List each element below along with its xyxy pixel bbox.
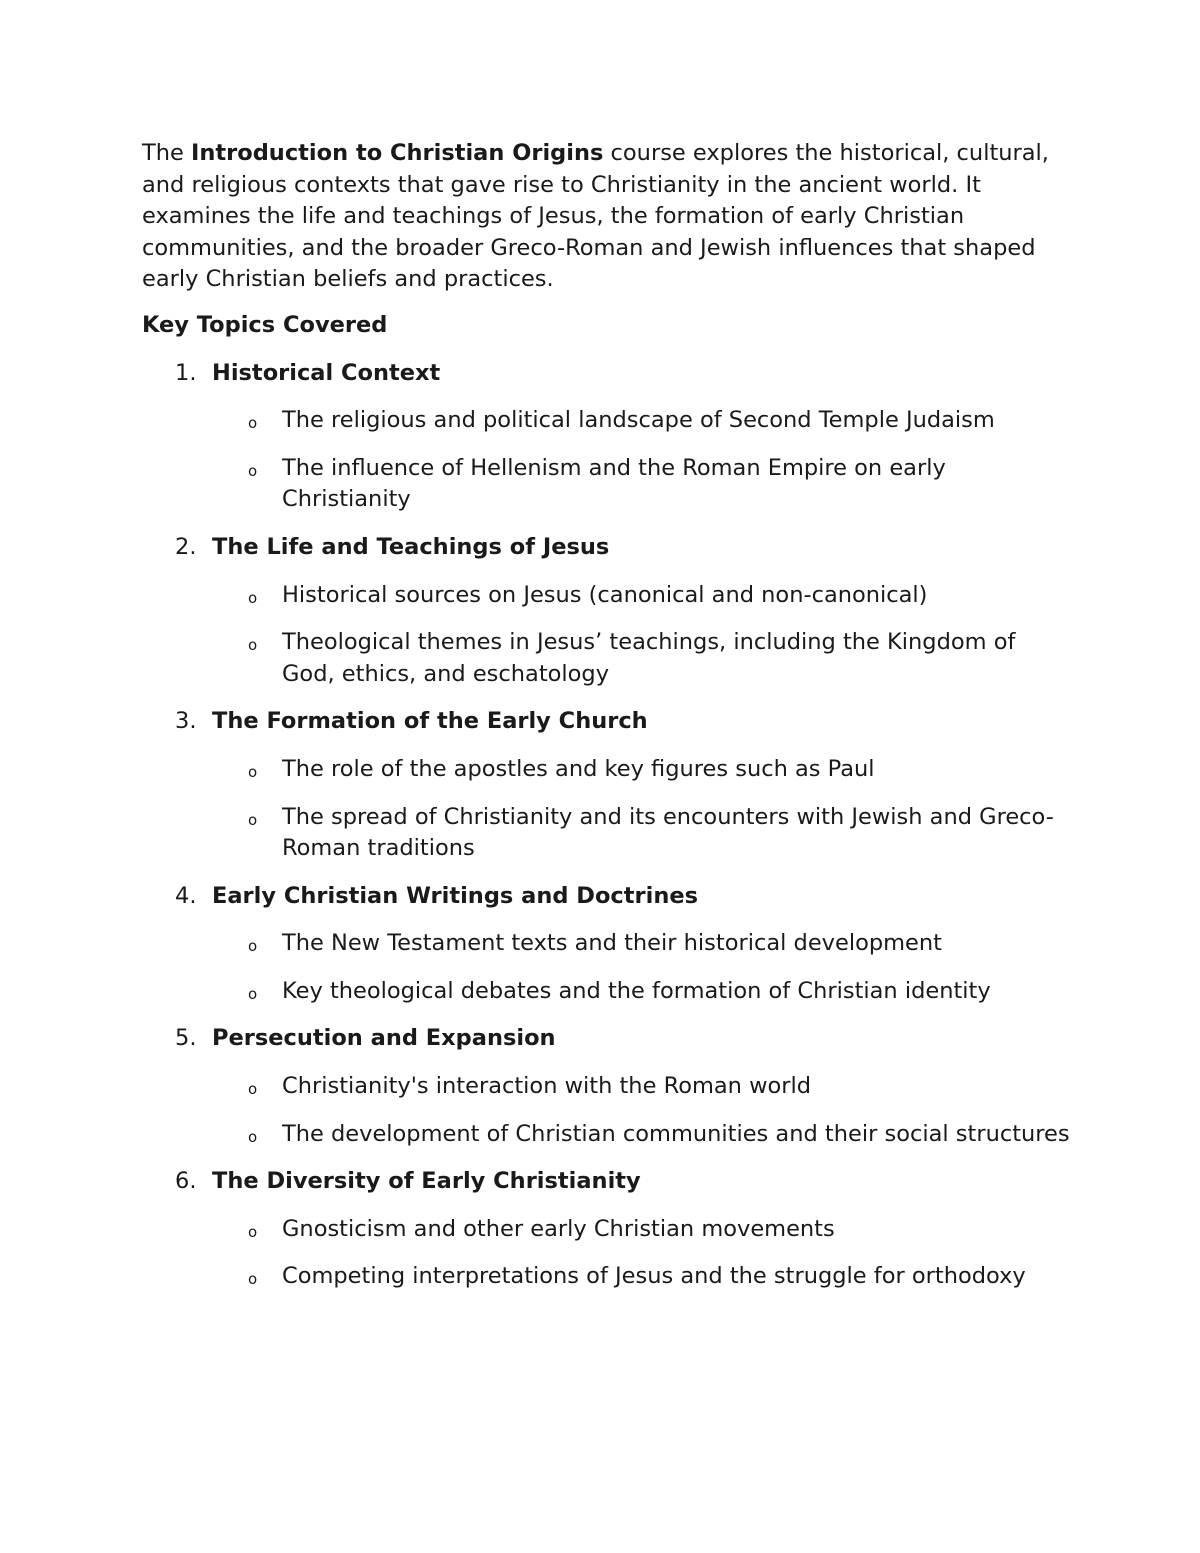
topic-heading (142, 358, 1072, 390)
topic-title: Historical Context (212, 359, 441, 386)
subtopic-list (142, 754, 1072, 865)
subtopic-item (142, 928, 1072, 960)
subtopic-item (142, 1119, 1072, 1151)
bullet-icon: o (248, 810, 258, 829)
topic-title: The Diversity of Early Christianity (212, 1168, 641, 1195)
subtopic-text: Historical sources on Jesus (canonical and non-canonical) (282, 581, 928, 608)
topic-title: The Formation of the Early Church (212, 708, 648, 735)
subtopic-list (142, 928, 1072, 1007)
bullet-icon: o (248, 984, 258, 1003)
topic-title: The Life and Teachings of Jesus (212, 533, 610, 560)
subtopic-item (142, 627, 1072, 690)
subtopic-item (142, 580, 1072, 612)
bullet-icon: o (248, 414, 258, 433)
topic-heading (142, 1166, 1072, 1198)
topic-number: 2. (175, 533, 197, 560)
topic-item (142, 706, 1072, 864)
topic-item (142, 1166, 1072, 1293)
topic-heading (142, 532, 1072, 564)
subtopic-item (142, 1214, 1072, 1246)
subtopic-text: Competing interpretations of Jesus and the struggle for orthodoxy (282, 1263, 1026, 1290)
subtopic-text: The New Testament texts and their historical development (282, 930, 942, 957)
subtopic-text: Key theological debates and the formation of Christian identity (282, 977, 991, 1004)
subtopic-item (142, 754, 1072, 786)
topic-number: 6. (175, 1168, 197, 1195)
topic-heading (142, 1023, 1072, 1055)
topic-number: 5. (175, 1025, 197, 1052)
key-topics-heading: Key Topics Covered (142, 311, 388, 338)
subtopic-text: The religious and political landscape of Second Temple Judaism (282, 407, 995, 434)
bullet-icon: o (248, 1080, 258, 1099)
topic-title: Persecution and Expansion (212, 1025, 556, 1052)
bullet-icon: o (248, 937, 258, 956)
subtopic-item (142, 976, 1072, 1008)
subtopic-item (142, 405, 1072, 437)
topic-number: 3. (175, 708, 197, 735)
subtopic-text: Christianity's interaction with the Roman world (282, 1073, 812, 1100)
subtopic-list (142, 405, 1072, 516)
subtopic-list (142, 1214, 1072, 1293)
topic-heading (142, 881, 1072, 913)
subtopic-item (142, 1071, 1072, 1103)
subtopic-text: Theological themes in Jesus’ teachings, including the Kingdom of God, ethics, and eschatology (282, 629, 1016, 687)
bullet-icon: o (248, 461, 258, 480)
topic-item (142, 881, 1072, 1008)
intro-paragraph (142, 138, 1072, 296)
topic-item (142, 358, 1072, 516)
topic-title: Early Christian Writings and Doctrines (212, 882, 698, 909)
topic-item (142, 1023, 1072, 1150)
subtopic-item (142, 1261, 1072, 1293)
topic-heading (142, 706, 1072, 738)
bullet-icon: o (248, 588, 258, 607)
bullet-icon: o (248, 1127, 258, 1146)
intro-prefix: The (142, 140, 191, 166)
bullet-icon: o (248, 1270, 258, 1289)
bullet-icon: o (248, 1222, 258, 1241)
topic-number: 4. (175, 882, 197, 909)
subtopic-list (142, 580, 1072, 691)
subtopic-list (142, 1071, 1072, 1150)
subtopic-text: The development of Christian communities and their social structures (282, 1120, 1070, 1147)
bullet-icon: o (248, 636, 258, 655)
subtopic-item (142, 802, 1072, 865)
intro-suffix: course explores the historical, cultural, and religious contexts that gave rise to Christianity in the ancient world. It examines the life and teachings of Jesus, the formation of early Christian communities, and the broader Greco-Roman and Jewish influences that shaped early Christian beliefs and practices. (142, 140, 1049, 293)
subtopic-text: The role of the apostles and key figures such as Paul (282, 755, 875, 782)
topic-number: 1. (175, 359, 197, 386)
subtopic-text: Gnosticism and other early Christian movements (282, 1215, 835, 1242)
subtopic-item (142, 453, 1072, 516)
topic-item (142, 532, 1072, 690)
document-page (142, 138, 1072, 1293)
topics-list (142, 358, 1072, 1293)
course-name: Introduction to Christian Origins (191, 140, 604, 166)
subtopic-text: The spread of Christianity and its encounters with Jewish and Greco-Roman traditions (282, 803, 1054, 862)
bullet-icon: o (248, 762, 258, 781)
subtopic-text: The influence of Hellenism and the Roman Empire on early Christianity (282, 454, 946, 513)
